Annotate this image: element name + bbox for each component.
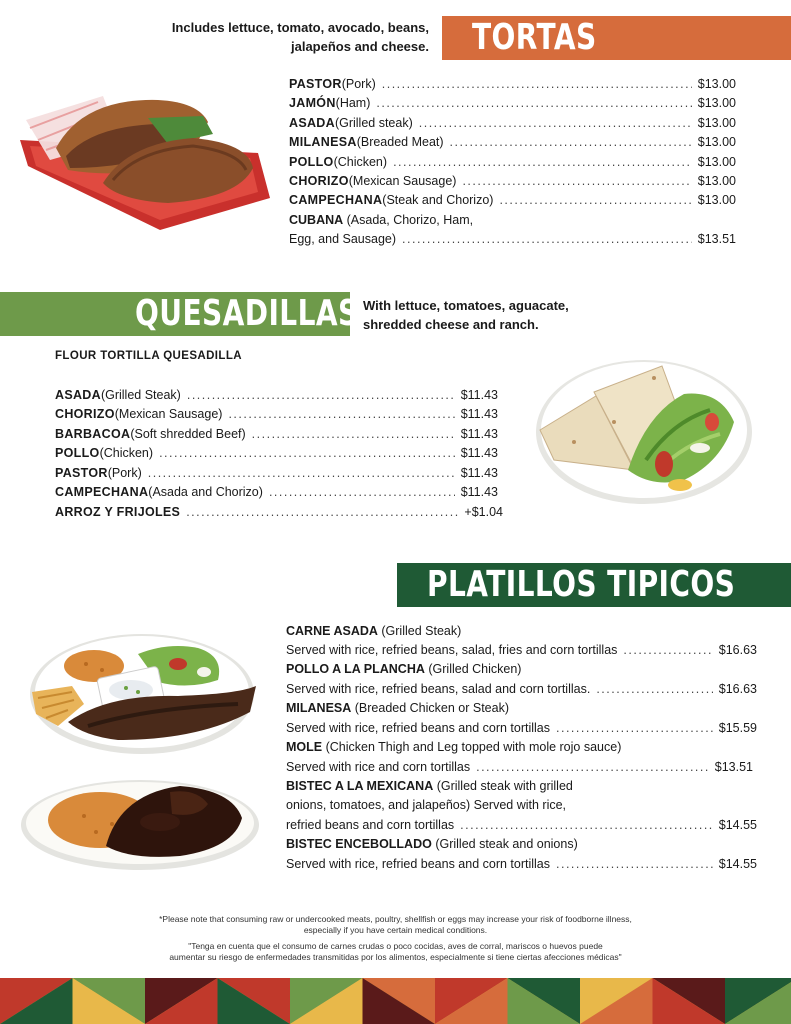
- tortas-item: CHORIZO (Mexican Sausage) ..... $13.00: [289, 174, 736, 193]
- disclaimer-en: *Please note that consuming raw or undercooked meats, poultry, shellfish or eggs may increase your risk of foodborne illness, especially if you have certain medical conditions.: [159, 914, 632, 935]
- platillos-item-name: MILANESA (Breaded Chicken or Steak): [286, 701, 509, 715]
- disclaimer-es: "Tenga en cuenta que el consumo de carnes crudas o poco cocidas, aves de corral, mariscos o huevos puede aumentar su riesgo de enfermedades transmitidas por los alimentos, especialmente si tiene ciertas afecciones médicas": [169, 941, 622, 962]
- quesadillas-item: CHORIZO (Mexican Sausage) ..... $11.43: [55, 407, 498, 426]
- quesadillas-item: ARROZ Y FRIJOLES ..... +$1.04: [55, 505, 503, 524]
- platillos-item-line: onions, tomatoes, and jalapeños) Served with rice,: [286, 798, 567, 812]
- tortas-item: PASTOR (Pork) ..... $13.00: [289, 77, 736, 96]
- quesadillas-item: POLLO (Chicken) ..... $11.43: [55, 446, 498, 465]
- mole-plate-photo: [20, 778, 262, 872]
- platillos-item-name: POLLO A LA PLANCHA (Grilled Chicken): [286, 662, 522, 676]
- quesadillas-item: ASADA (Grilled Steak) ..... $11.43: [55, 388, 498, 407]
- tortas-item: JAMÓN (Ham) ..... $13.00: [289, 96, 736, 115]
- torta-photo: [8, 88, 278, 236]
- quesadillas-note: With lettuce, tomatoes, aguacate, shredded cheese and ranch.: [363, 298, 569, 332]
- tortas-item: ASADA (Grilled steak) ..... $13.00: [289, 116, 736, 135]
- decorative-triangle-border: [0, 978, 791, 1024]
- platillos-title: PLATILLOS TIPICOS: [427, 564, 736, 605]
- tortas-item-cubana-cont: Egg, and Sausage) ..... $13.51: [289, 232, 736, 251]
- quesadillas-item: PASTOR (Pork) ..... $11.43: [55, 466, 498, 485]
- platillos-item-line: Served with rice, refried beans and corn tortillas ..... $14.55: [286, 857, 757, 876]
- platillos-item-line: refried beans and corn tortillas ..... $14.55: [286, 818, 757, 837]
- tortas-item: MILANESA (Breaded Meat) ..... $13.00: [289, 135, 736, 154]
- quesadillas-item: BARBACOA (Soft shredded Beef) ..... $11.43: [55, 427, 498, 446]
- quesadillas-item: CAMPECHANA (Asada and Chorizo) ..... $11.43: [55, 485, 498, 504]
- tortas-item: POLLO (Chicken) ..... $13.00: [289, 155, 736, 174]
- tortas-title: TORTAS: [472, 17, 597, 58]
- carne-asada-plate-photo: [28, 632, 260, 756]
- quesadillas-subtitle: FLOUR TORTILLA QUESADILLA: [55, 350, 242, 362]
- quesadilla-photo: [534, 352, 756, 512]
- tortas-note: Includes lettuce, tomato, avocado, beans, jalapeños and cheese.: [171, 20, 429, 54]
- platillos-item-name: BISTEC ENCEBOLLADO (Grilled steak and onions): [286, 837, 578, 851]
- tortas-item: CAMPECHANA (Steak and Chorizo) ..... $13.00: [289, 193, 736, 212]
- platillos-item-line: Served with rice, refried beans and corn tortillas ..... $15.59: [286, 721, 757, 740]
- platillos-item-name: BISTEC A LA MEXICANA (Grilled steak with grilled: [286, 779, 573, 793]
- tortas-item-cubana: CUBANA (Asada, Chorizo, Ham,: [289, 213, 474, 227]
- platillos-item-line: Served with rice and corn tortillas ..... $13.51: [286, 760, 753, 779]
- platillos-item-name: CARNE ASADA (Grilled Steak): [286, 624, 462, 638]
- platillos-item-name: MOLE (Chicken Thigh and Leg topped with mole rojo sauce): [286, 740, 622, 754]
- platillos-item-line: Served with rice, refried beans, salad and corn tortillas. ..... $16.63: [286, 682, 757, 701]
- quesadillas-title: QUESADILLAS: [135, 293, 359, 334]
- platillos-item-line: Served with rice, refried beans, salad, fries and corn tortillas ..... $16.63: [286, 643, 757, 662]
